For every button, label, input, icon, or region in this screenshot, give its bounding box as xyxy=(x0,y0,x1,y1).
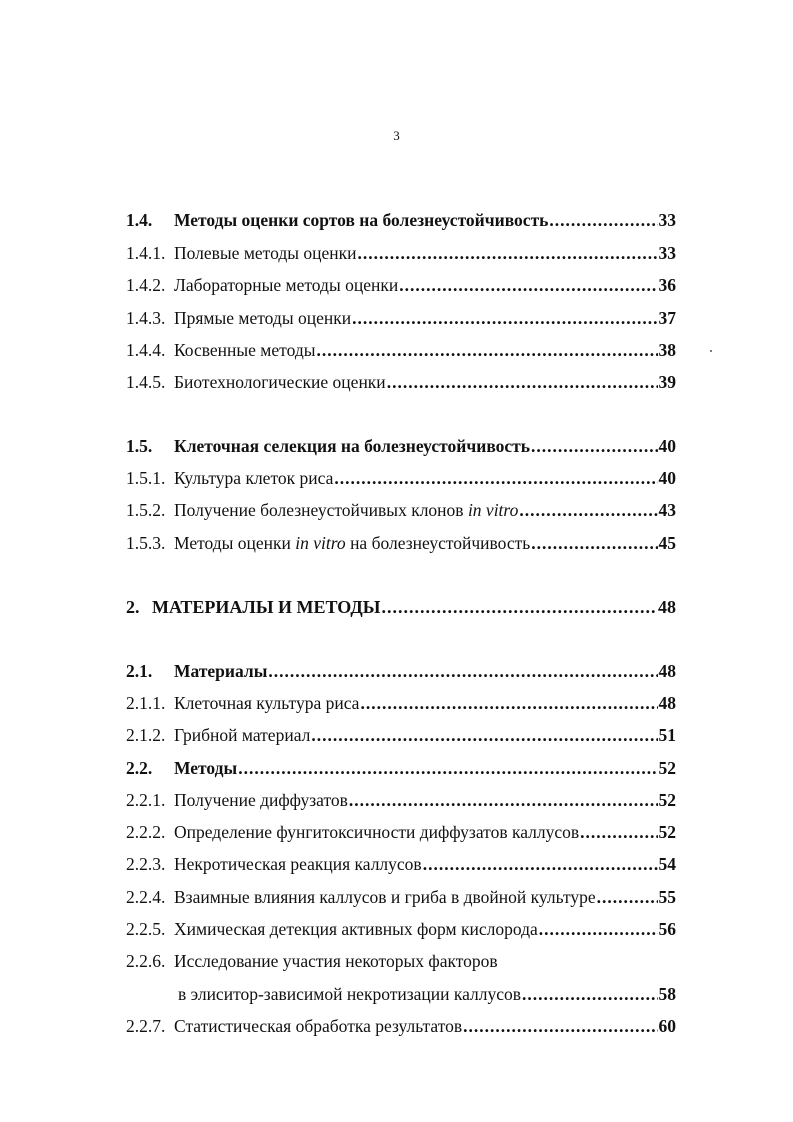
toc-page: 40 xyxy=(658,468,676,488)
toc-page: 39 xyxy=(658,372,676,392)
toc-title: Грибной материал xyxy=(174,725,311,745)
toc-title-italic: in vitro xyxy=(295,533,346,553)
toc-title: Методы xyxy=(174,758,238,778)
toc-page: 43 xyxy=(658,500,676,520)
toc-leader xyxy=(522,983,657,1005)
scan-speck xyxy=(710,350,712,352)
toc-leader xyxy=(463,1015,657,1037)
toc-entry-1-4-5[interactable] xyxy=(126,371,676,393)
toc-title-text-end: на болезнеустойчивость xyxy=(345,533,531,553)
toc-title: МАТЕРИАЛЫ И МЕТОДЫ xyxy=(152,597,381,617)
toc-entry-2[interactable] xyxy=(126,596,676,618)
toc-page: 33 xyxy=(658,243,676,263)
toc-page: 33 xyxy=(658,210,676,230)
toc-leader xyxy=(238,757,657,779)
toc-number: 1.4.5. xyxy=(126,372,166,392)
toc-title xyxy=(174,499,518,521)
toc-title-text: Получение болезнеустойчивых клонов xyxy=(174,500,468,520)
toc-title: Материалы xyxy=(174,661,268,681)
toc-title-text: Методы оценки xyxy=(174,533,296,553)
toc-leader xyxy=(539,918,658,940)
toc-page: 38 xyxy=(658,340,676,360)
toc-number: 2.2. xyxy=(126,758,153,778)
toc-title: Получение диффузатов xyxy=(174,790,348,810)
toc-entry-2-2-4[interactable] xyxy=(126,886,676,908)
toc-number: 2.2.7. xyxy=(126,1016,166,1036)
toc-number: 2.1.2. xyxy=(126,725,166,745)
toc-title xyxy=(174,532,530,554)
toc-leader xyxy=(334,467,657,489)
toc-number: 2.1.1. xyxy=(126,693,166,713)
toc-title: Взаимные влияния каллусов и гриба в двойной культуре xyxy=(174,887,596,907)
toc-entry-2-2[interactable] xyxy=(126,757,676,779)
toc-leader xyxy=(531,532,657,554)
toc-number: 1.5.3. xyxy=(126,533,166,553)
toc-page: 60 xyxy=(658,1016,676,1036)
toc-leader xyxy=(423,853,658,875)
toc-number: 1.4. xyxy=(126,210,153,230)
toc-title: Некротическая реакция каллусов xyxy=(174,854,422,874)
toc-page: 52 xyxy=(658,822,676,842)
toc-title: Исследование участия некоторых факторов xyxy=(174,951,498,971)
toc-entry-2-1-2[interactable] xyxy=(126,724,676,746)
toc-title: Клеточная культура риса xyxy=(174,693,360,713)
toc-leader xyxy=(357,242,657,264)
toc-title: Статистическая обработка результатов xyxy=(174,1016,463,1036)
toc-number: 1.4.1. xyxy=(126,243,166,263)
toc-leader xyxy=(549,209,657,231)
toc-number: 2.1. xyxy=(126,661,153,681)
toc-leader xyxy=(311,724,657,746)
toc-title-italic: in vitro xyxy=(467,500,519,520)
toc-number: 1.5.1. xyxy=(126,468,166,488)
toc-leader xyxy=(531,435,657,457)
toc-title: Прямые методы оценки xyxy=(174,308,352,328)
toc-page: 51 xyxy=(658,725,676,745)
toc-entry-1-4-3[interactable] xyxy=(126,307,676,329)
toc-number: 2.2.1. xyxy=(126,790,166,810)
toc-number: 2.2.5. xyxy=(126,919,166,939)
toc-leader xyxy=(316,339,657,361)
toc-page: 36 xyxy=(658,275,676,295)
toc-title: Косвенные методы xyxy=(174,340,316,360)
toc-page: 55 xyxy=(658,887,676,907)
toc-leader xyxy=(349,789,658,811)
toc-entry-1-4-4[interactable] xyxy=(126,339,676,361)
toc-page: 58 xyxy=(658,984,676,1004)
toc-page: 56 xyxy=(658,919,676,939)
toc-leader xyxy=(381,596,657,618)
toc-leader xyxy=(387,371,658,393)
toc-page: 48 xyxy=(658,693,676,713)
toc-entry-2-2-2[interactable] xyxy=(126,821,676,843)
toc-entry-2-1-1[interactable] xyxy=(126,692,676,714)
toc-entry-2-1[interactable] xyxy=(126,660,676,682)
toc-entry-2-2-3[interactable] xyxy=(126,853,676,875)
toc-entry-2-2-6-line1[interactable] xyxy=(126,950,498,972)
toc-entry-2-2-5[interactable] xyxy=(126,918,676,940)
toc-entry-1-5-3[interactable] xyxy=(126,532,676,554)
toc-title: Лабораторные методы оценки xyxy=(174,275,399,295)
toc-title: Клеточная селекция на болезнеустойчивость xyxy=(174,436,531,456)
toc-leader xyxy=(399,274,657,296)
toc-number: 2. xyxy=(126,597,140,617)
toc-page: 48 xyxy=(658,597,676,617)
toc-entry-2-2-6-line2[interactable] xyxy=(178,983,676,1005)
toc-entry-1-5-2[interactable] xyxy=(126,499,676,521)
toc-number: 2.2.2. xyxy=(126,822,166,842)
toc-leader xyxy=(360,692,657,714)
toc-page: 52 xyxy=(658,790,676,810)
toc-entry-1-5-1[interactable] xyxy=(126,467,676,489)
toc-page: 40 xyxy=(658,436,676,456)
toc-page: 52 xyxy=(658,758,676,778)
toc-leader xyxy=(597,886,658,908)
toc-number: 2.2.6. xyxy=(126,951,166,971)
toc-number: 2.2.3. xyxy=(126,854,166,874)
toc-leader xyxy=(352,307,657,329)
toc-entry-2-2-1[interactable] xyxy=(126,789,676,811)
toc-leader xyxy=(519,499,657,521)
toc-number: 1.5. xyxy=(126,436,153,456)
toc-title: Определение фунгитоксичности диффузатов каллусов xyxy=(174,822,580,842)
toc-title-continuation: в элиситор-зависимой некротизации каллусов xyxy=(178,984,522,1004)
toc-title: Полевые методы оценки xyxy=(174,243,357,263)
toc-entry-1-5[interactable] xyxy=(126,435,676,457)
toc-page: 54 xyxy=(658,854,676,874)
toc-entry-1-4-1[interactable] xyxy=(126,242,676,264)
toc-number: 1.4.4. xyxy=(126,340,166,360)
toc-title: Химическая детекция активных форм кислорода xyxy=(174,919,538,939)
toc-title: Биотехнологические оценки xyxy=(174,372,386,392)
toc-entry-1-4[interactable] xyxy=(126,209,676,231)
toc-number: 1.5.2. xyxy=(126,500,166,520)
page-number: 3 xyxy=(393,128,400,143)
toc-number: 1.4.2. xyxy=(126,275,166,295)
toc-page: 45 xyxy=(658,533,676,553)
toc-page: 48 xyxy=(658,661,676,681)
toc-page: 37 xyxy=(658,308,676,328)
toc-entry-2-2-7[interactable] xyxy=(126,1015,676,1037)
toc-title: Культура клеток риса xyxy=(174,468,334,488)
toc-leader xyxy=(580,821,657,843)
toc-title: Методы оценки сортов на болезнеустойчивость xyxy=(174,210,549,230)
toc-number: 2.2.4. xyxy=(126,887,166,907)
toc-entry-1-4-2[interactable] xyxy=(126,274,676,296)
toc-leader xyxy=(268,660,657,682)
toc-number: 1.4.3. xyxy=(126,308,166,328)
